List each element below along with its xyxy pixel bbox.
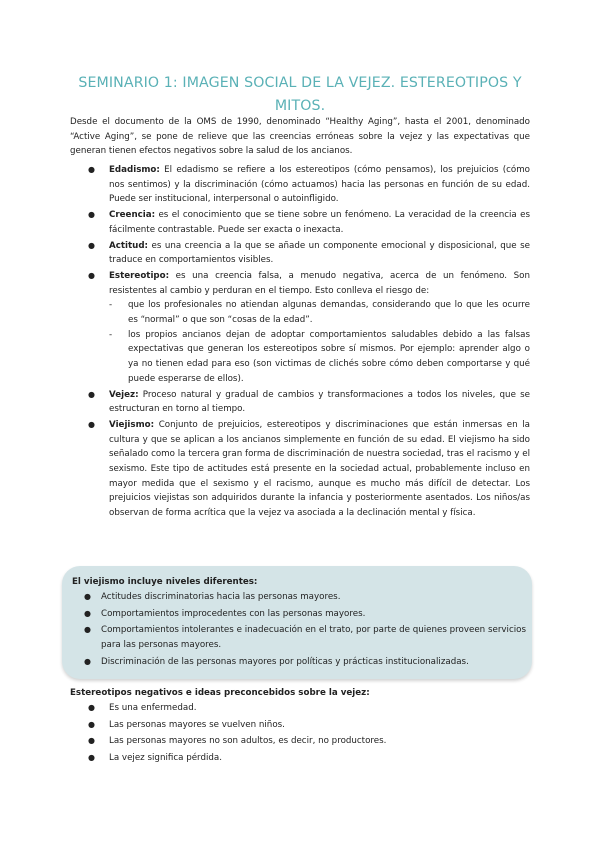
negative-stereotypes-title: Estereotipos negativos e ideas preconcebidos sobre la vejez:	[70, 688, 370, 698]
risk-sublist	[109, 298, 530, 386]
risk-item	[109, 298, 530, 327]
dash-icon: -	[109, 300, 113, 311]
definition-text: es una creencia a la que se añade un componente emocional y disposicional, que se traduce en comportamientos visibles.	[109, 240, 530, 266]
bullet-icon: ●	[88, 240, 95, 250]
bullet-icon: ●	[84, 625, 91, 635]
definition-item-estereotipo	[70, 269, 530, 387]
definitions-list	[70, 163, 530, 521]
level-item	[70, 607, 526, 622]
level-item	[70, 623, 526, 652]
levels-callout-box	[62, 566, 532, 679]
stereotype-item	[70, 701, 530, 716]
level-text: Actitudes discriminatorias hacia las personas mayores.	[101, 592, 341, 602]
definition-term: Vejez:	[109, 389, 139, 400]
bullet-icon: ●	[88, 210, 95, 220]
level-item	[70, 655, 526, 670]
bullet-icon: ●	[88, 719, 95, 729]
bullet-icon: ●	[88, 736, 95, 746]
levels-box-title: El viejismo incluye niveles diferentes:	[72, 577, 258, 587]
definition-item-vejez	[70, 388, 530, 417]
levels-list	[70, 590, 526, 670]
risk-text: que los profesionales no atiendan algunas demandas, considerando que lo que les ocurre es “normal” o que son “cosas de la edad”.	[128, 300, 530, 326]
definition-item-actitud	[70, 239, 530, 268]
stereotype-item	[70, 718, 530, 733]
definition-term: Creencia:	[109, 210, 156, 221]
level-text: Comportamientos intolerantes e inadecuación en el trato, por parte de quienes proveen servicios para las personas mayores.	[101, 625, 526, 651]
stereotype-item	[70, 734, 530, 749]
risk-text: los propios ancianos dejan de adoptar comportamientos saludables debido a las falsas expectativas que generan los estereotipos sobre sí mismos. Por ejemplo: aprender algo o ya no tienen edad para eso (son victimas de clichés sobre cómo deben comportarse y qué puede esperarse de ellos).	[128, 329, 530, 384]
page-title: SEMINARIO 1: IMAGEN SOCIAL DE LA VEJEZ. ESTEREOTIPOS Y MITOS.	[78, 75, 522, 114]
stereotype-text: La vejez significa pérdida.	[109, 753, 223, 764]
bullet-icon: ●	[88, 703, 95, 712]
bullet-icon: ●	[88, 165, 95, 174]
intro-paragraph: Desde el documento de la OMS de 1990, denominado “Healthy Aging”, hasta el 2001, denominado “Active Aging”, se pone de relieve que las creencias erróneas sobre la vejez y las expectativas que generan tienen efectos negativos sobre la salud de los ancianos.	[70, 117, 530, 157]
definition-term: Estereotipo:	[109, 270, 170, 281]
level-text: Comportamientos improcedentes con las personas mayores.	[101, 608, 366, 619]
level-text: Discriminación de las personas mayores por políticas y prácticas institucionalizadas.	[101, 656, 469, 667]
bullet-icon: ●	[88, 753, 95, 763]
definition-item-creencia	[70, 208, 530, 237]
definition-term: Actitud:	[109, 240, 149, 251]
stereotype-item	[70, 751, 530, 766]
definition-text: es una creencia falsa, a menudo negativa, acerca de un fenómeno. Son resistentes al cambio y perduran en el tiempo. Esto conlleva el riesgo de:	[109, 270, 530, 296]
bullet-icon: ●	[88, 389, 95, 399]
bullet-icon: ●	[84, 592, 91, 601]
definition-term: Viejismo:	[109, 419, 155, 430]
definition-item-edadismo	[70, 163, 530, 207]
definition-text: es el conocimiento que se tiene sobre un fenómeno. La veracidad de la creencia es fácilmente contrastable. Puede ser exacta o inexacta.	[109, 210, 530, 235]
bullet-icon: ●	[88, 419, 95, 429]
level-item	[70, 590, 526, 605]
bullet-icon: ●	[88, 270, 95, 280]
bullet-icon: ●	[84, 608, 91, 618]
bullet-icon: ●	[84, 656, 91, 666]
definition-term: Edadismo:	[109, 165, 160, 175]
risk-item	[109, 328, 530, 387]
definition-item-viejismo	[70, 418, 530, 521]
negative-stereotypes-list	[70, 701, 530, 766]
stereotype-text: Las personas mayores no son adultos, es decir, no productores.	[109, 736, 387, 747]
definition-text: Proceso natural y gradual de cambios y transformaciones a todos los niveles, que se estructuran en torno al tiempo.	[109, 389, 530, 415]
dash-icon: -	[109, 329, 113, 340]
definition-text: El edadismo se refiere a los estereotipos (cómo pensamos), los prejuicios (cómo nos sentimos) y la discriminación (cómo actuamos) hacia las personas en función de su edad. Puede ser institucional, interpersonal o autoinfligido.	[109, 165, 530, 205]
definition-text: Conjunto de prejuicios, estereotipos y discriminaciones que están inmersas en la cultura y que se aplican a los ancianos simplemente en función de su edad. El viejismo ha sido señalado como la tercera gran forma de discriminación de nuestra sociedad, tras el racismo y el sexismo. Este tipo de actitudes está presente en la sociedad actual, probablemente incluso en mayor medida que el sexismo y el racismo, aunque es mucho más difícil de detectar. Los prejuicios viejistas son adquiridos durante la infancia y posteriormente asentados. Los niños/as observan de forma acrítica que la vejez va asociada a la declinación mental y física.	[109, 419, 530, 519]
stereotype-text: Es una enfermedad.	[109, 703, 197, 713]
stereotype-text: Las personas mayores se vuelven niños.	[109, 719, 285, 730]
